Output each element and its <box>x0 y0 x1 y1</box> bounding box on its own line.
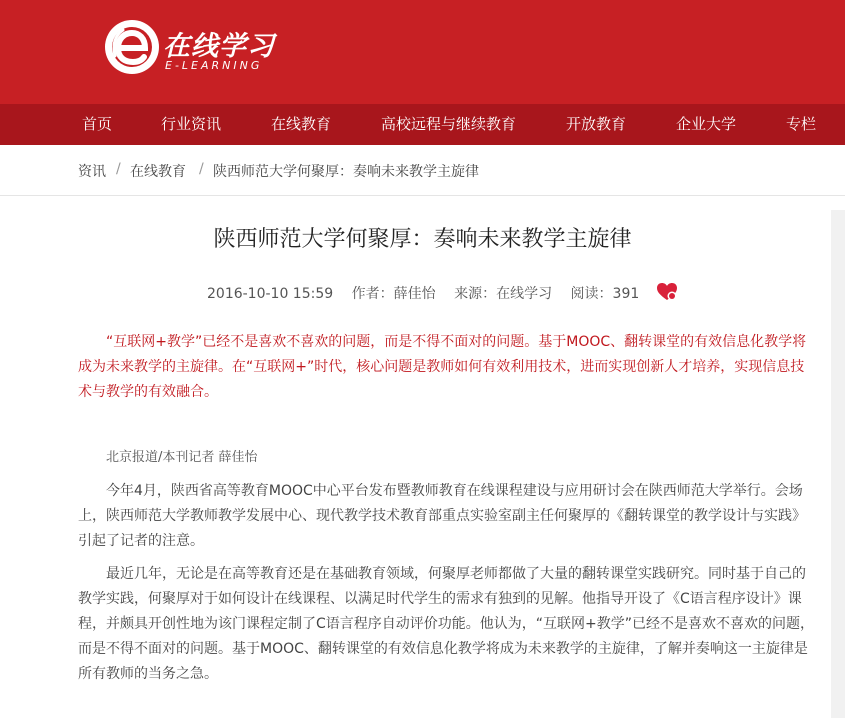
nav-item-open-education[interactable]: 开放教育 <box>566 115 627 133</box>
nav-item-corporate-university[interactable]: 企业大学 <box>676 115 737 133</box>
article-paragraph: 今年4月，陕西省高等教育MOOC中心平台发布暨教师教育在线课程建设与应用研讨会在陕西师范大学举行。会场上，陕西师范大学教师教学发展中心、现代教学技术教育部重点实验室副主任何聚厚的《翻转课堂的教学设计与实践》引起了记者的注意。 <box>78 483 806 549</box>
site-header <box>0 0 845 104</box>
article-author: 作者：薛佳怡 <box>351 286 436 302</box>
article-reads: 阅读：391 <box>570 286 640 302</box>
main-nav <box>0 104 845 145</box>
nav-item-home[interactable]: 首页 <box>82 115 113 133</box>
logo-name: 在线学习 <box>163 31 275 62</box>
breadcrumb-online-education[interactable]: 在线教育 <box>130 164 186 180</box>
article-meta <box>207 283 653 303</box>
logo-subtitle: E-LEARNING <box>165 59 263 72</box>
article-paragraph: 最近几年，无论是在高等教育还是在基础教育领域，何聚厚老师都做了大量的翻转课堂实践研究。同时基于自己的教学实践，何聚厚对于如何设计在线课程、以满足时代学生的需求有独到的见解。他指导开设了《C语言程序设计》课程，并颇具开创性地为该门课程定制了C语言程序自动评价功能。他认为，“互联网+教学”已经不是喜欢不喜欢的问题，而是不得不面对的问题。基于MOOC、翻转课堂的有效信息化教学将成为未来教学的主旋律，了解并奏响这一主旋律是所有教师的当务之急。 <box>78 566 815 682</box>
logo-mark-icon <box>103 18 161 76</box>
breadcrumb-separator: / <box>116 161 121 177</box>
heart-icon[interactable] <box>656 282 678 302</box>
nav-item-online-education[interactable]: 在线教育 <box>271 115 332 133</box>
article-summary: “互联网+教学”已经不是喜欢不喜欢的问题，而是不得不面对的问题。基于MOOC、翻转课堂的有效信息化教学将成为未来教学的主旋律。在“互联网+”时代，核心问题是教师如何有效利用技术，进而实现创新人才培养，实现信息技术与教学的有效融合。 <box>78 334 807 400</box>
article <box>0 196 845 718</box>
nav-item-remote-continuing-education[interactable]: 高校远程与继续教育 <box>381 115 517 133</box>
article-title: 陕西师范大学何聚厚：奏响未来教学主旋律 <box>213 227 632 252</box>
breadcrumb-current: 陕西师范大学何聚厚：奏响未来教学主旋律 <box>213 164 479 180</box>
nav-item-columns[interactable]: 专栏 <box>786 115 817 133</box>
breadcrumb-separator: / <box>199 161 204 177</box>
article-byline: 北京报道/本刊记者 薛佳怡 <box>106 450 258 465</box>
article-source: 来源：在线学习 <box>454 286 553 302</box>
breadcrumb-news[interactable]: 资讯 <box>78 164 106 180</box>
nav-item-industry-news[interactable]: 行业资讯 <box>161 115 222 133</box>
breadcrumb <box>0 145 845 196</box>
article-date: 2016-10-10 15:59 <box>207 286 334 302</box>
site-logo[interactable] <box>103 18 283 78</box>
